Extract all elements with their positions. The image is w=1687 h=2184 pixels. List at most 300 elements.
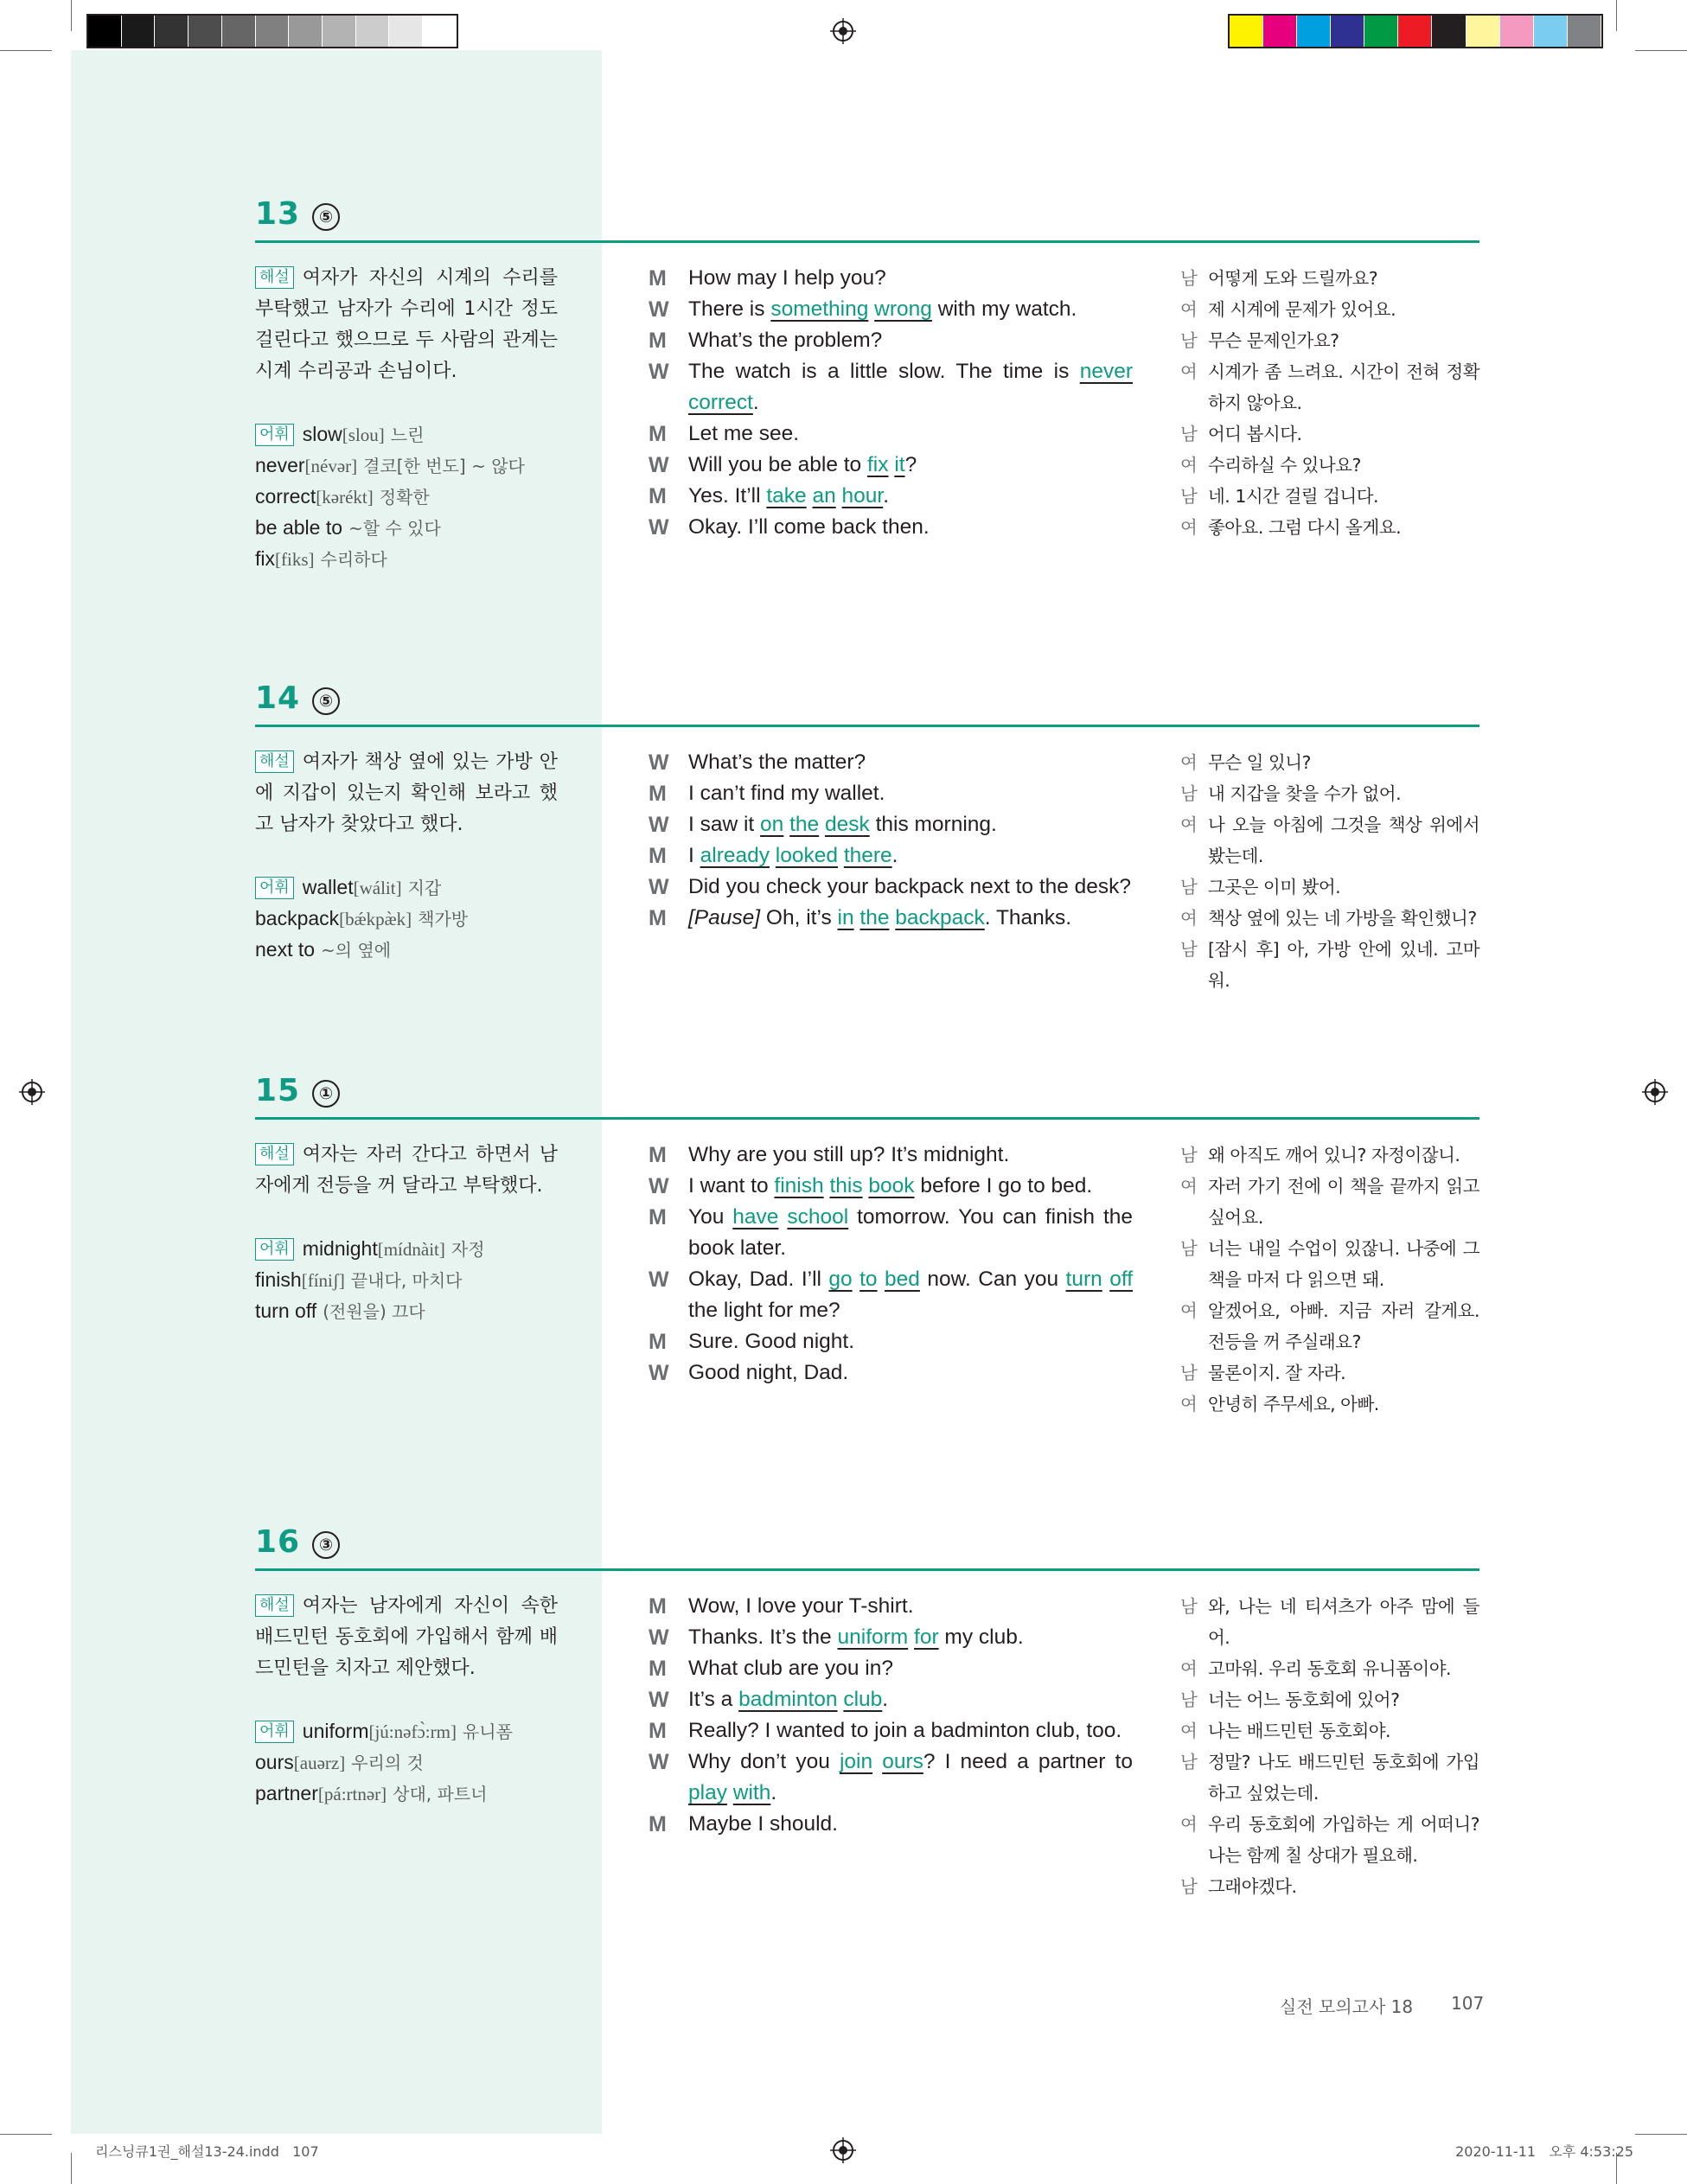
blank-answer: go <box>828 1268 853 1291</box>
translation-text: 왜 아직도 깨어 있니? 자정이잖니. <box>1208 1145 1460 1165</box>
dialog-line <box>649 1171 1133 1202</box>
vocab-word: wallet <box>302 876 354 898</box>
dialog-segment: now. Can you <box>919 1268 1066 1291</box>
dialog-segment: . <box>882 1688 889 1711</box>
speaker-label: M <box>649 329 667 353</box>
dialog-text <box>688 512 1133 543</box>
dialog-line <box>649 481 1133 512</box>
blank-answer: for <box>914 1625 939 1649</box>
translation-line <box>1180 1591 1479 1653</box>
dialog-segment <box>838 844 844 867</box>
vocab-pronunciation: [fíniʃ] <box>301 1270 345 1291</box>
answer-circle: ⑤ <box>312 687 340 715</box>
dialog-segment: Oh, it’s <box>760 906 838 929</box>
dialog-segment: . <box>883 484 890 508</box>
blank-answer: uniform <box>837 1625 909 1649</box>
translation-line <box>1180 1140 1479 1171</box>
translation-line <box>1180 1809 1479 1871</box>
dialog-segment: Thanks. It’s the <box>688 1625 838 1649</box>
color-swatch <box>1297 16 1331 47</box>
translation-line <box>1180 356 1479 418</box>
translation-script <box>1180 747 1479 996</box>
vocab-item <box>255 1747 558 1778</box>
dialog-segment: Yes. It’ll <box>688 484 767 508</box>
translation-line <box>1180 1171 1479 1233</box>
speaker-label: M <box>649 1812 667 1836</box>
dialog-text <box>688 356 1133 418</box>
dialog-line <box>649 1653 1133 1684</box>
translation-text: 어디 봅시다. <box>1208 424 1302 444</box>
dialog-line <box>649 809 1133 840</box>
dialog-text <box>688 872 1133 903</box>
dialog-segment: the light for me? <box>688 1299 840 1322</box>
dialog-segment: What’s the problem? <box>688 329 883 352</box>
dialog-segment: How may I help you? <box>688 266 886 290</box>
dialog-line <box>649 1264 1133 1326</box>
translation-line <box>1180 1653 1479 1684</box>
speaker-label: M <box>649 1205 667 1229</box>
vocab-meaning: 지갑 <box>407 878 442 898</box>
dialog-line <box>649 778 1133 809</box>
translation-text: 그래야겠다. <box>1208 1876 1297 1897</box>
dialog-text <box>688 1140 1133 1171</box>
translation-script <box>1180 1140 1479 1420</box>
translation-line <box>1180 1295 1479 1357</box>
speaker-label: M <box>649 1143 667 1167</box>
explanation-text <box>255 263 558 387</box>
vocab-pronunciation: [kərékt] <box>316 487 374 508</box>
color-swatch <box>155 16 189 47</box>
explanation-block <box>255 263 558 574</box>
dialog-segment <box>908 1625 914 1649</box>
dialog-text <box>688 1684 1133 1715</box>
translation-line <box>1180 1747 1479 1809</box>
speaker-label: W <box>649 453 669 477</box>
dialog-segment: . <box>891 844 898 867</box>
question-number: 13 <box>255 196 301 232</box>
vocab-pronunciation: [bǽkpæ̀k] <box>339 909 412 929</box>
question-number: 14 <box>255 680 301 716</box>
explain-body: 여자가 자신의 시계의 수리를 부탁했고 남자가 수리에 1시간 정도 걸린다고 했으므로 두 사람의 관계는 시계 수리공과 손님이다. <box>255 267 558 382</box>
vocab-word: next to <box>255 938 316 961</box>
blank-answer: turn <box>1065 1268 1102 1291</box>
color-swatch <box>323 16 356 47</box>
translation-line <box>1180 1871 1479 1902</box>
dialog-segment <box>778 1205 787 1229</box>
dialog-text <box>688 1357 1133 1389</box>
translation-speaker: 남 <box>1180 1596 1198 1617</box>
explain-badge: 해설 <box>255 1594 294 1617</box>
blank-answer: there <box>843 844 892 867</box>
translation-text: 시계가 좀 느려요. 시간이 전혀 정확하지 않아요. <box>1208 361 1479 413</box>
explanation-text <box>255 1591 558 1684</box>
translation-speaker: 여 <box>1180 361 1198 382</box>
speaker-label: W <box>649 1625 669 1650</box>
dialog-segment: Why are you still up? It’s midnight. <box>688 1143 1010 1166</box>
blank-answer: off <box>1109 1268 1134 1291</box>
color-swatch <box>1398 16 1432 47</box>
translation-text: 안녕히 주무세요, 아빠. <box>1208 1394 1379 1414</box>
translation-text: 너는 내일 수업이 있잖니. 나중에 그 책을 마저 다 읽으면 돼. <box>1208 1238 1479 1290</box>
vocab-word: turn off <box>255 1300 317 1322</box>
dialog-segment: Let me see. <box>688 422 800 445</box>
dialog-segment <box>1102 1268 1109 1291</box>
dialog-segment: Maybe I should. <box>688 1812 838 1836</box>
question-section <box>255 1517 1479 1897</box>
dialog-text <box>688 1264 1133 1326</box>
vocab-item <box>255 1264 558 1295</box>
translation-line <box>1180 1684 1479 1715</box>
translation-text: 내 지갑을 찾을 수가 없어. <box>1208 783 1402 804</box>
dialog-line <box>649 1622 1133 1653</box>
translation-speaker: 남 <box>1180 1752 1198 1772</box>
color-swatch <box>1500 16 1534 47</box>
translation-speaker: 여 <box>1180 1721 1198 1741</box>
explain-badge: 해설 <box>255 750 294 773</box>
speaker-label: W <box>649 1174 669 1198</box>
dialog-segment: It’s a <box>688 1688 739 1711</box>
translation-speaker: 남 <box>1180 1689 1198 1710</box>
speaker-label: W <box>649 515 669 540</box>
blank-answer: join <box>839 1750 873 1773</box>
dialog-text <box>688 903 1133 934</box>
vocab-word: finish <box>255 1268 302 1291</box>
translation-speaker: 남 <box>1180 486 1198 507</box>
dialog-segment: There is <box>688 297 771 321</box>
translation-text: [잠시 후] 아, 가방 안에 있네. 고마워. <box>1208 939 1479 991</box>
vocab-pronunciation: [slou] <box>342 425 385 445</box>
answer-circle: ⑤ <box>312 203 340 231</box>
dialog-text <box>688 418 1133 450</box>
translation-speaker: 여 <box>1180 1394 1198 1414</box>
dialog-line <box>649 418 1133 450</box>
speaker-label: W <box>649 813 669 837</box>
color-swatch <box>1263 16 1297 47</box>
vocab-word: fix <box>255 547 275 570</box>
dialog-segment: Will you be able to <box>688 453 867 476</box>
explain-badge: 해설 <box>255 266 294 289</box>
speaker-label: M <box>649 1657 667 1681</box>
dialog-segment: I want to <box>688 1174 775 1197</box>
translation-line <box>1180 1715 1479 1747</box>
vocab-meaning: ~할 수 있다 <box>348 518 441 539</box>
vocab-item <box>255 418 558 450</box>
blank-answer: hour <box>841 484 884 508</box>
vocab-meaning: 상대, 파트너 <box>393 1784 488 1804</box>
translation-speaker: 남 <box>1180 1876 1198 1897</box>
dialog-text <box>688 1715 1133 1747</box>
vocab-meaning: 유니폼 <box>462 1721 513 1742</box>
color-swatch <box>1230 16 1263 47</box>
dialog-segment <box>872 1750 882 1773</box>
dialog-line <box>649 1715 1133 1747</box>
blank-answer: take <box>766 484 807 508</box>
vocab-badge: 어휘 <box>255 1721 294 1743</box>
answer-circle: ③ <box>312 1531 340 1559</box>
dialog-segment <box>819 813 825 836</box>
vocab-pronunciation: [mídnàit] <box>377 1239 445 1260</box>
translation-line <box>1180 809 1479 872</box>
dialog-line <box>649 263 1133 294</box>
question-number: 16 <box>255 1524 301 1560</box>
dialog-line <box>649 325 1133 356</box>
blank-answer: wrong <box>874 297 932 321</box>
translation-line <box>1180 325 1479 356</box>
color-swatch <box>1568 16 1601 47</box>
translation-line <box>1180 872 1479 903</box>
vocab-word: backpack <box>255 907 340 929</box>
dialog-segment: I saw it <box>688 813 761 836</box>
vocab-item <box>255 481 558 512</box>
dialog-script <box>649 1140 1133 1389</box>
translation-text: 나는 배드민턴 동호회야. <box>1208 1721 1391 1741</box>
question-section <box>255 1065 1479 1414</box>
color-swatch <box>1364 16 1398 47</box>
translation-speaker: 여 <box>1180 517 1198 538</box>
blank-answer: have <box>732 1205 779 1229</box>
vocab-list <box>255 872 558 965</box>
question-section <box>255 188 1479 570</box>
blank-answer: something <box>770 297 869 321</box>
translation-speaker: 남 <box>1180 268 1198 289</box>
vocab-word: midnight <box>302 1237 378 1260</box>
registration-mark-icon <box>830 18 856 44</box>
question-section <box>255 673 1479 991</box>
translation-speaker: 여 <box>1180 1814 1198 1835</box>
dialog-text <box>688 778 1133 809</box>
color-swatch <box>256 16 290 47</box>
color-swatch <box>1331 16 1364 47</box>
dialog-text <box>688 450 1133 481</box>
vocab-item <box>255 1715 558 1747</box>
translation-text: 그곳은 이미 봤어. <box>1208 877 1341 897</box>
blank-answer: it <box>894 453 905 476</box>
dialog-segment: . Thanks. <box>984 906 1072 929</box>
explain-body: 여자가 책상 옆에 있는 가방 안에 지갑이 있는지 확인해 보라고 했고 남자가 찾았다고 했다. <box>255 751 558 835</box>
translation-text: 자러 가기 전에 이 책을 끝까지 읽고 싶어요. <box>1208 1176 1479 1228</box>
vocab-word: partner <box>255 1782 318 1804</box>
blank-answer: play <box>688 1781 727 1804</box>
translation-text: 어떻게 도와 드릴까요? <box>1208 268 1378 289</box>
dialog-text <box>688 325 1133 356</box>
translation-line <box>1180 294 1479 325</box>
speaker-label: W <box>649 1361 669 1385</box>
translation-script <box>1180 1591 1479 1902</box>
explanation-block <box>255 1140 558 1326</box>
slug-file-info: 리스닝큐1권_해설13-24.indd 107 <box>95 2143 319 2160</box>
speaker-label: W <box>649 875 669 899</box>
explanation-text <box>255 1140 558 1202</box>
vocab-word: slow <box>302 423 342 445</box>
blank-answer: looked <box>775 844 838 867</box>
speaker-label: W <box>649 1750 669 1774</box>
explain-body: 여자는 자러 간다고 하면서 남자에게 전등을 꺼 달라고 부탁했다. <box>255 1144 558 1197</box>
dialog-line <box>649 1747 1133 1809</box>
dialog-segment: What club are you in? <box>688 1657 893 1680</box>
vocab-item <box>255 934 558 965</box>
vocab-item <box>255 450 558 481</box>
dialog-text <box>688 1326 1133 1357</box>
vocab-item <box>255 1295 558 1326</box>
translation-speaker: 남 <box>1180 424 1198 444</box>
dialog-text <box>688 840 1133 872</box>
blank-answer: fix <box>867 453 889 476</box>
color-swatch <box>356 16 390 47</box>
dialog-segment <box>727 1781 733 1804</box>
blank-answer: school <box>787 1205 849 1229</box>
dialog-segment: Good night, Dad. <box>688 1361 849 1384</box>
dialog-text <box>688 1809 1133 1840</box>
dialog-segment: ? I need a partner to <box>923 1750 1133 1773</box>
registration-mark-icon <box>19 1079 45 1105</box>
blank-answer: backpack <box>895 906 985 929</box>
translation-speaker: 여 <box>1180 1658 1198 1679</box>
translation-text: 와, 나는 네 티셔츠가 아주 맘에 들어. <box>1208 1596 1479 1648</box>
section-header <box>255 673 1479 727</box>
translation-text: 나 오늘 아침에 그것을 책상 위에서 봤는데. <box>1208 814 1479 866</box>
translation-line <box>1180 418 1479 450</box>
dialog-line <box>649 450 1133 481</box>
dialog-segment: Wow, I love your T-shirt. <box>688 1594 914 1618</box>
slug-timestamp: 2020-11-11 오후 4:53:25 <box>1455 2143 1633 2160</box>
dialog-text <box>688 1747 1133 1809</box>
translation-line <box>1180 1233 1479 1295</box>
stage-direction: [Pause] <box>688 906 761 929</box>
color-swatch <box>122 16 156 47</box>
blank-answer: an <box>812 484 836 508</box>
translation-text: 알겠어요, 아빠. 지금 자러 갈게요. 전등을 꺼 주실래요? <box>1208 1300 1479 1352</box>
explain-badge: 해설 <box>255 1143 294 1165</box>
dialog-line <box>649 747 1133 778</box>
vocab-pronunciation: [névər] <box>304 456 358 476</box>
vocab-badge: 어휘 <box>255 877 294 899</box>
color-swatch <box>189 16 222 47</box>
color-swatch <box>1467 16 1500 47</box>
speaker-label: W <box>649 1688 669 1712</box>
translation-speaker: 남 <box>1180 1238 1198 1259</box>
color-swatch <box>289 16 323 47</box>
section-header <box>255 1517 1479 1571</box>
vocab-meaning: 우리의 것 <box>351 1753 424 1773</box>
dialog-line <box>649 872 1133 903</box>
dialog-segment <box>770 844 776 867</box>
blank-answer: the <box>859 906 890 929</box>
blank-answer: badminton <box>738 1688 838 1711</box>
dialog-segment: Okay. I’ll come back then. <box>688 515 930 539</box>
translation-speaker: 여 <box>1180 1300 1198 1321</box>
translation-line <box>1180 512 1479 543</box>
translation-script <box>1180 263 1479 543</box>
dialog-line <box>649 840 1133 872</box>
registration-mark-icon <box>1642 1079 1668 1105</box>
speaker-label: W <box>649 750 669 775</box>
translation-text: 무슨 일 있니? <box>1208 752 1311 773</box>
translation-text: 무슨 문제인가요? <box>1208 330 1339 351</box>
blank-answer: already <box>700 844 770 867</box>
translation-speaker: 남 <box>1180 939 1198 960</box>
color-swatch <box>222 16 256 47</box>
blank-answer: never <box>1079 360 1133 383</box>
dialog-segment: Okay, Dad. I’ll <box>688 1268 829 1291</box>
dialog-text <box>688 747 1133 778</box>
dialog-script <box>649 263 1133 543</box>
dialog-text <box>688 263 1133 294</box>
vocab-meaning: 정확한 <box>379 487 430 508</box>
explanation-block <box>255 1591 558 1809</box>
translation-speaker: 여 <box>1180 752 1198 773</box>
dialog-text <box>688 1653 1133 1684</box>
blank-answer: book <box>868 1174 915 1197</box>
dialog-segment: with my watch. <box>931 297 1077 321</box>
speaker-label: M <box>649 1594 667 1619</box>
color-swatch <box>1534 16 1568 47</box>
translation-line <box>1180 934 1479 996</box>
translation-line <box>1180 1357 1479 1389</box>
color-swatch <box>389 16 423 47</box>
speaker-label: M <box>649 484 667 508</box>
dialog-segment: ? <box>904 453 917 476</box>
blank-answer: with <box>732 1781 771 1804</box>
dialog-line <box>649 356 1133 418</box>
translation-text: 너는 어느 동호회에 있어? <box>1208 1689 1400 1710</box>
vocab-item <box>255 903 558 934</box>
vocab-pronunciation: [pá:rtnər] <box>317 1784 387 1804</box>
blank-answer: desk <box>825 813 870 836</box>
translation-speaker: 여 <box>1180 1176 1198 1197</box>
translation-speaker: 남 <box>1180 877 1198 897</box>
page-number: 107 <box>1451 1993 1485 2014</box>
dialog-script <box>649 747 1133 934</box>
vocab-meaning: 결코[한 번도] ~ 않다 <box>363 456 525 476</box>
vocab-list <box>255 1715 558 1809</box>
dialog-segment: . <box>752 391 759 414</box>
speaker-label: W <box>649 1268 669 1292</box>
speaker-label: W <box>649 360 669 384</box>
vocab-pronunciation: [auərz] <box>293 1753 346 1773</box>
vocab-pronunciation: [wálit] <box>353 878 402 898</box>
translation-text: 네. 1시간 걸릴 겁니다. <box>1208 486 1379 507</box>
vocab-list <box>255 418 558 574</box>
dialog-segment: tomorrow. You can finish the book later. <box>688 1205 1134 1260</box>
section-header <box>255 1065 1479 1120</box>
dialog-segment: What’s the matter? <box>688 750 866 774</box>
translation-text: 수리하실 수 있나요? <box>1208 455 1361 476</box>
speaker-label: M <box>649 1719 667 1743</box>
vocab-meaning: 끝내다, 마치다 <box>350 1270 463 1291</box>
dialog-segment: I can’t find my wallet. <box>688 782 885 805</box>
speaker-label: M <box>649 1330 667 1354</box>
translation-line <box>1180 481 1479 512</box>
translation-line <box>1180 903 1479 934</box>
dialog-segment: The watch is a little slow. The time is <box>688 360 1080 383</box>
vocab-item <box>255 512 558 543</box>
speaker-label: W <box>649 297 669 322</box>
color-swatch <box>1432 16 1466 47</box>
translation-text: 물론이지. 잘 자라. <box>1208 1363 1346 1383</box>
translation-speaker: 남 <box>1180 1145 1198 1165</box>
answer-circle: ① <box>312 1080 340 1108</box>
dialog-segment: Really? I wanted to join a badminton club, too. <box>688 1719 1122 1742</box>
translation-text: 우리 동호회에 가입하는 게 어떠니? 나는 함께 칠 상대가 필요해. <box>1208 1814 1479 1866</box>
dialog-line <box>649 903 1133 934</box>
blank-answer: finish <box>774 1174 824 1197</box>
dialog-segment <box>878 1268 885 1291</box>
dialog-line <box>649 1357 1133 1389</box>
blank-answer: bed <box>885 1268 920 1291</box>
dialog-segment: Why don’t you <box>688 1750 840 1773</box>
process-color-bar <box>1228 14 1603 48</box>
dialog-segment: I <box>688 844 700 867</box>
